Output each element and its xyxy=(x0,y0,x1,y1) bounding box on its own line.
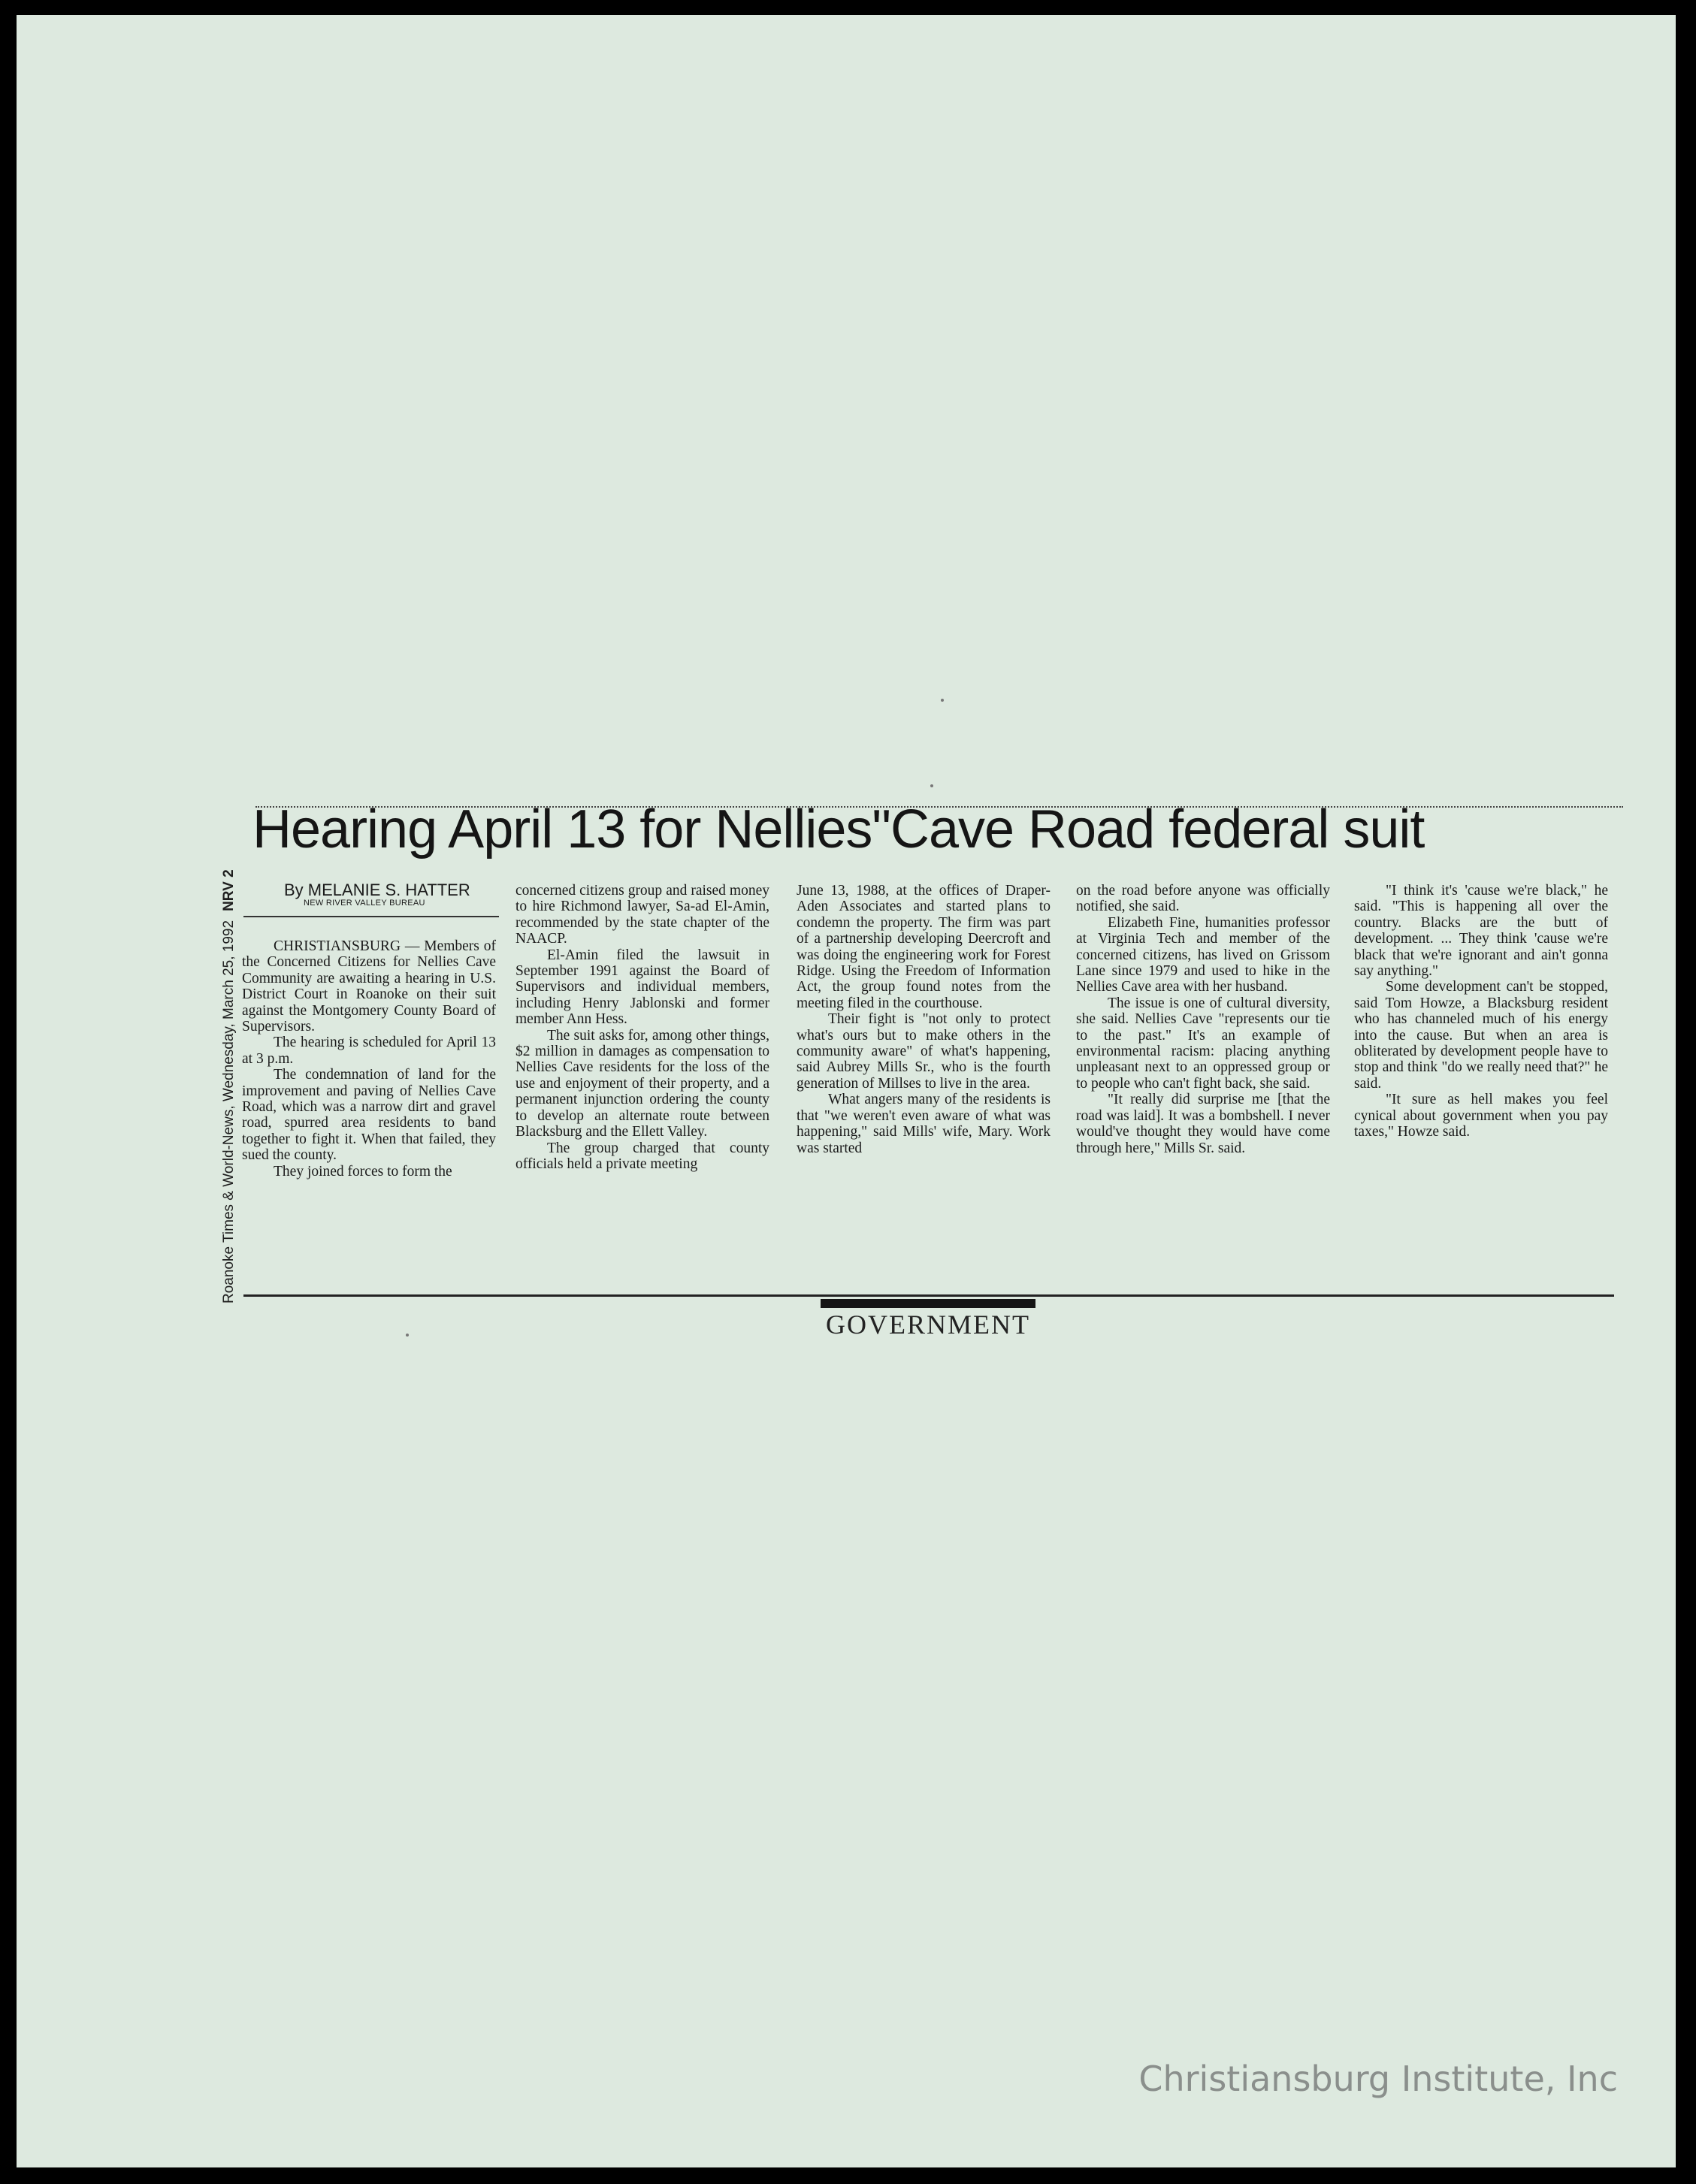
publication-dateline: Roanoke Times & World-News, Wednesday, March 25, 1992 xyxy=(221,920,237,1303)
article-bottom-rule xyxy=(243,1294,1614,1297)
article-column-2 xyxy=(515,883,769,1172)
paragraph: The hearing is scheduled for April 13 at 3 p.m. xyxy=(242,1035,496,1067)
paragraph: What angers many of the residents is that "we weren't even aware of what was happening," said Mills' wife, Mary. Work was started xyxy=(797,1092,1051,1156)
paragraph: "It sure as hell makes you feel cynical about government when you pay taxes," Howze said. xyxy=(1354,1092,1608,1140)
byline-author: By MELANIE S. HATTER xyxy=(284,881,470,899)
article-column-5 xyxy=(1354,883,1608,1140)
paragraph: Their fight is "not only to protect what's ours but to make others in the community aware" of what's happening, said Aubrey Mills Sr., who is the fourth generation of Millses to live in the area. xyxy=(797,1011,1051,1092)
paragraph: The condemnation of land for the improvement and paving of Nellies Cave Road, which was a narrow dirt and gravel road, spurred area residents to band together to fight it. When that failed, they sued the county. xyxy=(242,1067,496,1164)
paragraph: "It really did surprise me [that the road was laid]. It was a bombshell. I never would've thought they would have come through here," Mills Sr. said. xyxy=(1076,1092,1330,1156)
article-column-4 xyxy=(1076,883,1330,1156)
speck xyxy=(406,1334,409,1337)
paragraph: They joined forces to form the xyxy=(274,1163,452,1180)
paragraph: "I think it's 'cause we're black," he said. "This is happening all over the country. Blacks are the butt of development. ... They think 'cause we're black that we're ignorant and ain't gonna say anything." xyxy=(1354,883,1608,980)
speck xyxy=(930,784,933,787)
paragraph: The suit asks for, among other things, $2 million in damages as compensation to Nellies Cave residents for the loss of the use and enjoyment of their property, and a permanent injunction ordering the county to develop an alternate route between Blacksburg and the Ellett Valley. xyxy=(515,1027,769,1140)
article-headline: Hearing April 13 for Nellies"Cave Road federal suit xyxy=(252,799,1425,859)
paragraph: Some development can't be stopped, said Tom Howze, a Blacksburg resident who has channeled much of his energy into the cause. But when an area is obliterated by development people have to stop and think "do we really need that?" he said. xyxy=(1354,979,1608,1092)
byline-bureau: NEW RIVER VALLEY BUREAU xyxy=(304,899,425,908)
paragraph: El-Amin filed the lawsuit in September 1991 against the Board of Supervisors and individual members, including Henry Jablonski and former member Ann Hess. xyxy=(515,947,769,1028)
clipping-source-label xyxy=(221,869,237,1303)
paragraph: The issue is one of cultural diversity, she said. Nellies Cave "represents our tie to the past." It's an example of environmental racism: placing anything unpleasant next to an oppressed group or to people who can't fight back, she said. xyxy=(1076,995,1330,1092)
section-header-text: GOVERNMENT xyxy=(826,1309,1030,1340)
article-column-1 xyxy=(242,938,496,1180)
paragraph: The group charged that county officials held a private meeting xyxy=(515,1140,769,1172)
byline-rule xyxy=(243,916,499,917)
archive-watermark: Christiansburg Institute, Inc xyxy=(1138,2059,1618,2099)
byline xyxy=(284,881,494,908)
paragraph: concerned citizens group and raised money to hire Richmond lawyer, Sa-ad El-Amin, recommended by the state chapter of the NAACP. xyxy=(515,883,769,947)
section-header-bar xyxy=(821,1299,1035,1308)
section-header-clip xyxy=(821,1309,1035,1340)
speck xyxy=(941,699,944,702)
paragraph: on the road before anyone was officially notified, she said. xyxy=(1076,883,1330,915)
article-column-3 xyxy=(797,883,1051,1156)
paragraph: CHRISTIANSBURG — Members of the Concerned Citizens for Nellies Cave Community are awaiting a hearing in U.S. District Court in Roanoke on their suit against the Montgomery County Board of Supervisors. xyxy=(242,938,496,1035)
paragraph: June 13, 1988, at the offices of Draper-Aden Associates and started plans to condemn the property. The firm was part of a partnership developing Deercroft and was doing the engineering work for Forest Ridge. Using the Freedom of Information Act, the group found notes from the meeting filed in the courthouse. xyxy=(797,883,1051,1011)
section-code: NRV 2 xyxy=(221,869,237,911)
paragraph: Elizabeth Fine, humanities professor at Virginia Tech and member of the concerned citizens, has lived on Grissom Lane since 1979 and used to hike in the Nellies Cave area with her husband. xyxy=(1076,914,1330,995)
